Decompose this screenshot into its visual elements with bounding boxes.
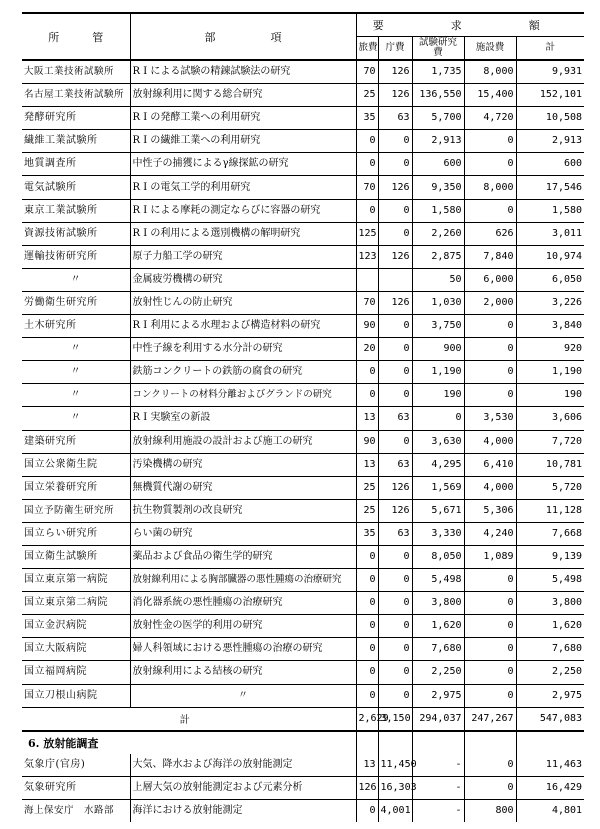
total-cell: 17,546 — [516, 176, 584, 199]
topic-cell: 消化器系統の悪性腫瘍の治療研究 — [130, 592, 356, 615]
total-cell: 2,250 — [516, 661, 584, 684]
research-cell: 9,350 — [412, 176, 464, 199]
research-cell: 8,050 — [412, 545, 464, 568]
office-cell: 国立予防衛生研究所 — [22, 499, 130, 522]
total-cell: 2,975 — [516, 684, 584, 707]
table-row — [22, 60, 584, 84]
travel-cell: 125 — [356, 222, 378, 245]
office-cell: 〃 — [22, 384, 130, 407]
table-row — [22, 338, 584, 361]
office-cell: 労働衛生研究所 — [22, 291, 130, 314]
topic-cell: 鉄筋コンクリートの鉄筋の腐食の研究 — [130, 361, 356, 384]
total-cell: 7,720 — [516, 430, 584, 453]
office-cell: 〃 — [22, 361, 130, 384]
table-row — [22, 291, 584, 314]
agency-cell: 0 — [378, 661, 412, 684]
travel-cell: 13 — [356, 453, 378, 476]
table-body — [22, 60, 584, 707]
office-cell: 〃 — [22, 268, 130, 291]
office-cell: 建築研究所 — [22, 430, 130, 453]
office-cell: 地質調査所 — [22, 153, 130, 176]
header-topic: 部 項 — [130, 13, 356, 60]
agency-cell: 63 — [378, 107, 412, 130]
agency-cell: 0 — [378, 430, 412, 453]
facility-cell: 6,410 — [464, 453, 516, 476]
total-travel: 2,629 — [356, 707, 378, 731]
topic-cell: 汚染機構の研究 — [130, 453, 356, 476]
topic-cell: 放射線利用に関する総合研究 — [130, 84, 356, 107]
travel-cell: 0 — [356, 130, 378, 153]
total-cell: 190 — [516, 384, 584, 407]
total-cell: 3,226 — [516, 291, 584, 314]
travel-cell: 25 — [356, 499, 378, 522]
topic-cell: 無機質代謝の研究 — [130, 476, 356, 499]
facility-cell: 0 — [464, 130, 516, 153]
facility-cell: 0 — [464, 569, 516, 592]
office-cell: 国立東京第一病院 — [22, 569, 130, 592]
travel-cell: 90 — [356, 430, 378, 453]
table-row — [22, 476, 584, 499]
office-cell: 東京工業試験所 — [22, 199, 130, 222]
facility-cell: 1,089 — [464, 545, 516, 568]
travel-cell: 0 — [356, 361, 378, 384]
travel-cell: 0 — [356, 661, 378, 684]
section-body — [22, 754, 584, 822]
office-cell: 繊維工業試験所 — [22, 130, 130, 153]
agency-cell: 126 — [378, 60, 412, 84]
travel-cell: 35 — [356, 107, 378, 130]
travel-cell: 0 — [356, 684, 378, 707]
office-cell: 大阪工業技術試験所 — [24, 66, 115, 78]
office-cell: 国立衛生試験所 — [22, 545, 130, 568]
agency-cell: 126 — [378, 84, 412, 107]
facility-cell: 0 — [464, 615, 516, 638]
travel-cell: 0 — [356, 153, 378, 176]
office-cell: 〃 — [22, 407, 130, 430]
facility-cell: 0 — [464, 638, 516, 661]
facility-cell: 0 — [464, 315, 516, 338]
research-cell: 5,671 — [412, 499, 464, 522]
agency-cell: 0 — [378, 545, 412, 568]
travel-cell: 70 — [356, 60, 378, 84]
research-cell: 2,260 — [412, 222, 464, 245]
agency-cell: 0 — [378, 338, 412, 361]
total-cell: 2,913 — [516, 130, 584, 153]
table-row — [22, 684, 584, 707]
topic-cell: 放射線利用による胸部臓器の悪性腫瘍の治療研究 — [130, 569, 356, 592]
facility-cell: 15,400 — [464, 84, 516, 107]
topic-cell: 原子力船工学の研究 — [130, 245, 356, 268]
research-cell: 2,875 — [412, 245, 464, 268]
table-row — [22, 245, 584, 268]
total-research: 294,037 — [412, 707, 464, 731]
office-cell: 国立らい研究所 — [22, 522, 130, 545]
facility-cell: 4,000 — [464, 430, 516, 453]
table-row — [22, 84, 584, 107]
research-cell: 1,569 — [412, 476, 464, 499]
agency-cell: 0 — [378, 153, 412, 176]
header-office: 所 管 — [22, 13, 130, 60]
total-cell: 1,580 — [516, 199, 584, 222]
table-row — [22, 430, 584, 453]
agency-cell: 0 — [378, 592, 412, 615]
office-cell: 資源技術試験所 — [22, 222, 130, 245]
research-cell: 600 — [412, 153, 464, 176]
total-cell: 920 — [516, 338, 584, 361]
total-cell: 11,128 — [516, 499, 584, 522]
topic-cell: 放射線利用施設の設計および施工の研究 — [130, 430, 356, 453]
travel-cell: 0 — [356, 569, 378, 592]
agency-cell: 126 — [378, 291, 412, 314]
research-cell: 1,030 — [412, 291, 464, 314]
topic-cell: 海洋における放射能測定 — [130, 799, 356, 822]
research-cell: 190 — [412, 384, 464, 407]
travel-cell: 0 — [356, 384, 378, 407]
facility-cell: 4,000 — [464, 476, 516, 499]
office-cell: 土木研究所 — [22, 315, 130, 338]
total-cell: 7,680 — [516, 638, 584, 661]
office-cell: 国立栄養研究所 — [22, 476, 130, 499]
total-cell: 7,668 — [516, 522, 584, 545]
total-cell: 3,011 — [516, 222, 584, 245]
research-cell: 136,550 — [412, 84, 464, 107]
travel-cell: 0 — [356, 615, 378, 638]
topic-cell: コンクリートの材料分離およびグランドの研究 — [130, 384, 356, 407]
research-cell: - — [412, 754, 464, 777]
research-cell: - — [412, 799, 464, 822]
agency-cell: 0 — [378, 638, 412, 661]
table-row — [22, 754, 584, 777]
agency-cell: 16,303 — [378, 776, 412, 799]
topic-cell: 婦人科領域における悪性腫瘍の治療の研究 — [130, 638, 356, 661]
research-cell: 1,620 — [412, 615, 464, 638]
research-cell: - — [412, 776, 464, 799]
office-cell: 〃 — [22, 338, 130, 361]
agency-cell: 126 — [378, 245, 412, 268]
agency-cell: 63 — [378, 522, 412, 545]
office-cell: 気象研究所 — [22, 776, 130, 799]
facility-cell: 0 — [464, 684, 516, 707]
topic-cell: R I 実験室の新設 — [130, 407, 356, 430]
facility-cell: 0 — [464, 153, 516, 176]
office-cell: 発酵研究所 — [22, 107, 130, 130]
topic-cell: R I 利用による水理および構造材料の研究 — [130, 315, 356, 338]
research-cell: 2,250 — [412, 661, 464, 684]
table-total — [22, 707, 584, 754]
table-row — [22, 130, 584, 153]
agency-cell: 63 — [378, 407, 412, 430]
facility-cell: 0 — [464, 592, 516, 615]
topic-cell: R I の繊維工業への利用研究 — [130, 130, 356, 153]
header-research: 試験研究費 — [412, 37, 464, 61]
table-row — [22, 592, 584, 615]
office-cell: 電気試験所 — [22, 176, 130, 199]
research-cell: 50 — [412, 268, 464, 291]
office-cell: 運輸技術研究所 — [22, 245, 130, 268]
travel-cell: 20 — [356, 338, 378, 361]
agency-cell: 0 — [378, 130, 412, 153]
total-cell: 1,620 — [516, 615, 584, 638]
research-cell: 3,330 — [412, 522, 464, 545]
total-cell: 16,429 — [516, 776, 584, 799]
topic-cell: 薬品および食品の衛生学的研究 — [130, 545, 356, 568]
table-row — [22, 107, 584, 130]
total-cell: 10,508 — [516, 107, 584, 130]
facility-cell: 800 — [464, 799, 516, 822]
header-agency: 庁費 — [378, 37, 412, 61]
table-header — [22, 13, 584, 60]
research-cell: 4,295 — [412, 453, 464, 476]
agency-cell: 126 — [378, 499, 412, 522]
agency-cell: 126 — [378, 176, 412, 199]
office-cell: 気象庁(官房) — [24, 758, 86, 770]
facility-cell: 2,000 — [464, 291, 516, 314]
total-cell: 5,498 — [516, 569, 584, 592]
travel-cell — [356, 268, 378, 291]
research-cell: 1,190 — [412, 361, 464, 384]
agency-cell: 4,001 — [378, 799, 412, 822]
table-row — [22, 545, 584, 568]
agency-cell: 0 — [378, 684, 412, 707]
facility-cell: 0 — [464, 754, 516, 777]
topic-cell: らい菌の研究 — [130, 522, 356, 545]
agency-cell: 11,450 — [378, 754, 412, 777]
table-row — [22, 384, 584, 407]
travel-cell: 70 — [356, 291, 378, 314]
topic-cell: 抗生物質製剤の改良研究 — [130, 499, 356, 522]
topic-cell: 放射性金の医学的利用の研究 — [130, 615, 356, 638]
office-cell: 名古屋工業技術試験所 — [22, 84, 130, 107]
table-row — [22, 361, 584, 384]
facility-cell: 0 — [464, 776, 516, 799]
topic-cell: R I による摩耗の測定ならびに容器の研究 — [130, 199, 356, 222]
total-cell: 3,840 — [516, 315, 584, 338]
table-row — [22, 615, 584, 638]
table-row — [22, 638, 584, 661]
header-travel: 旅費 — [356, 37, 378, 61]
facility-cell: 5,306 — [464, 499, 516, 522]
research-cell: 3,750 — [412, 315, 464, 338]
budget-table — [22, 12, 584, 822]
total-cell: 3,606 — [516, 407, 584, 430]
total-cell: 152,101 — [516, 84, 584, 107]
facility-cell: 3,530 — [464, 407, 516, 430]
total-cell: 10,974 — [516, 245, 584, 268]
research-cell: 3,800 — [412, 592, 464, 615]
office-cell: 国立刀根山病院 — [22, 684, 130, 707]
topic-cell: 〃 — [130, 684, 356, 707]
topic-cell: R I の発酵工業への利用研究 — [130, 107, 356, 130]
facility-cell: 0 — [464, 361, 516, 384]
table-row — [22, 453, 584, 476]
facility-cell: 0 — [464, 338, 516, 361]
facility-cell: 0 — [464, 384, 516, 407]
agency-cell: 0 — [378, 615, 412, 638]
research-cell: 7,680 — [412, 638, 464, 661]
header-total: 計 — [516, 37, 584, 61]
facility-cell: 0 — [464, 199, 516, 222]
topic-cell: 上層大気の放射能測定および元素分析 — [130, 776, 356, 799]
agency-cell — [378, 268, 412, 291]
research-cell: 1,580 — [412, 199, 464, 222]
research-cell: 0 — [412, 407, 464, 430]
travel-cell: 25 — [356, 84, 378, 107]
total-label: 計 — [22, 707, 356, 731]
topic-cell: 放射線利用による結核の研究 — [130, 661, 356, 684]
topic-cell: R I の利用による選別機構の解明研究 — [130, 222, 356, 245]
research-cell: 1,735 — [412, 60, 464, 84]
table-row — [22, 315, 584, 338]
topic-cell: R I の電気工学的利用研究 — [130, 176, 356, 199]
total-cell: 11,463 — [516, 754, 584, 777]
agency-cell: 0 — [378, 569, 412, 592]
office-cell: 国立福岡病院 — [22, 661, 130, 684]
travel-cell: 0 — [356, 799, 378, 822]
research-cell: 2,975 — [412, 684, 464, 707]
facility-cell: 4,720 — [464, 107, 516, 130]
total-cell: 10,781 — [516, 453, 584, 476]
total-cell: 1,190 — [516, 361, 584, 384]
travel-cell: 0 — [356, 638, 378, 661]
total-sum: 547,083 — [516, 707, 584, 731]
agency-cell: 0 — [378, 384, 412, 407]
research-cell: 3,630 — [412, 430, 464, 453]
office-cell: 海上保安庁 水路部 — [22, 799, 130, 822]
agency-cell: 0 — [378, 315, 412, 338]
research-cell: 5,700 — [412, 107, 464, 130]
table-row — [22, 199, 584, 222]
topic-cell: 放射性じんの防止研究 — [130, 291, 356, 314]
travel-cell: 90 — [356, 315, 378, 338]
table-row — [22, 799, 584, 822]
header-requirement: 要 求 額 — [356, 13, 584, 37]
agency-cell: 0 — [378, 199, 412, 222]
facility-cell: 626 — [464, 222, 516, 245]
travel-cell: 13 — [356, 754, 378, 777]
topic-cell: R I による試験の精錬試験法の研究 — [130, 60, 356, 84]
total-cell: 5,720 — [516, 476, 584, 499]
research-cell: 2,913 — [412, 130, 464, 153]
table-row — [22, 222, 584, 245]
total-cell: 600 — [516, 153, 584, 176]
travel-cell: 0 — [356, 545, 378, 568]
topic-cell: 金属疲労機構の研究 — [130, 268, 356, 291]
topic-cell: 中性子の捕獲によるγ線探鉱の研究 — [130, 153, 356, 176]
facility-cell: 4,240 — [464, 522, 516, 545]
table-row — [22, 522, 584, 545]
table-row — [22, 569, 584, 592]
table-row — [22, 661, 584, 684]
travel-cell: 123 — [356, 245, 378, 268]
total-agency: 3,150 — [378, 707, 412, 731]
travel-cell: 0 — [356, 199, 378, 222]
agency-cell: 63 — [378, 453, 412, 476]
section-heading: 6. 放射能調査 — [28, 736, 99, 750]
travel-cell: 70 — [356, 176, 378, 199]
total-cell: 4,801 — [516, 799, 584, 822]
total-cell: 9,139 — [516, 545, 584, 568]
office-cell: 国立東京第二病院 — [22, 592, 130, 615]
facility-cell: 0 — [464, 661, 516, 684]
total-cell: 6,050 — [516, 268, 584, 291]
travel-cell: 35 — [356, 522, 378, 545]
table-row — [22, 407, 584, 430]
facility-cell: 6,000 — [464, 268, 516, 291]
research-cell: 900 — [412, 338, 464, 361]
total-cell: 9,931 — [516, 60, 584, 84]
research-cell: 5,498 — [412, 569, 464, 592]
office-cell: 国立金沢病院 — [22, 615, 130, 638]
office-cell: 国立大阪病院 — [22, 638, 130, 661]
agency-cell: 126 — [378, 476, 412, 499]
topic-cell: 中性子線を利用する水分計の研究 — [130, 338, 356, 361]
agency-cell: 0 — [378, 222, 412, 245]
section-heading-row — [22, 731, 584, 754]
travel-cell: 0 — [356, 592, 378, 615]
topic-cell: 大気、降水および海洋の放射能測定 — [130, 754, 356, 777]
facility-cell: 7,840 — [464, 245, 516, 268]
travel-cell: 25 — [356, 476, 378, 499]
travel-cell: 126 — [356, 776, 378, 799]
total-facility: 247,267 — [464, 707, 516, 731]
table-row — [22, 176, 584, 199]
facility-cell: 8,000 — [464, 60, 516, 84]
header-facility: 施設費 — [464, 37, 516, 61]
agency-cell: 0 — [378, 361, 412, 384]
table-row — [22, 153, 584, 176]
facility-cell: 8,000 — [464, 176, 516, 199]
office-cell: 国立公衆衛生院 — [22, 453, 130, 476]
total-cell: 3,800 — [516, 592, 584, 615]
table-row — [22, 499, 584, 522]
table-row — [22, 776, 584, 799]
table-row — [22, 268, 584, 291]
travel-cell: 13 — [356, 407, 378, 430]
total-row — [22, 707, 584, 731]
